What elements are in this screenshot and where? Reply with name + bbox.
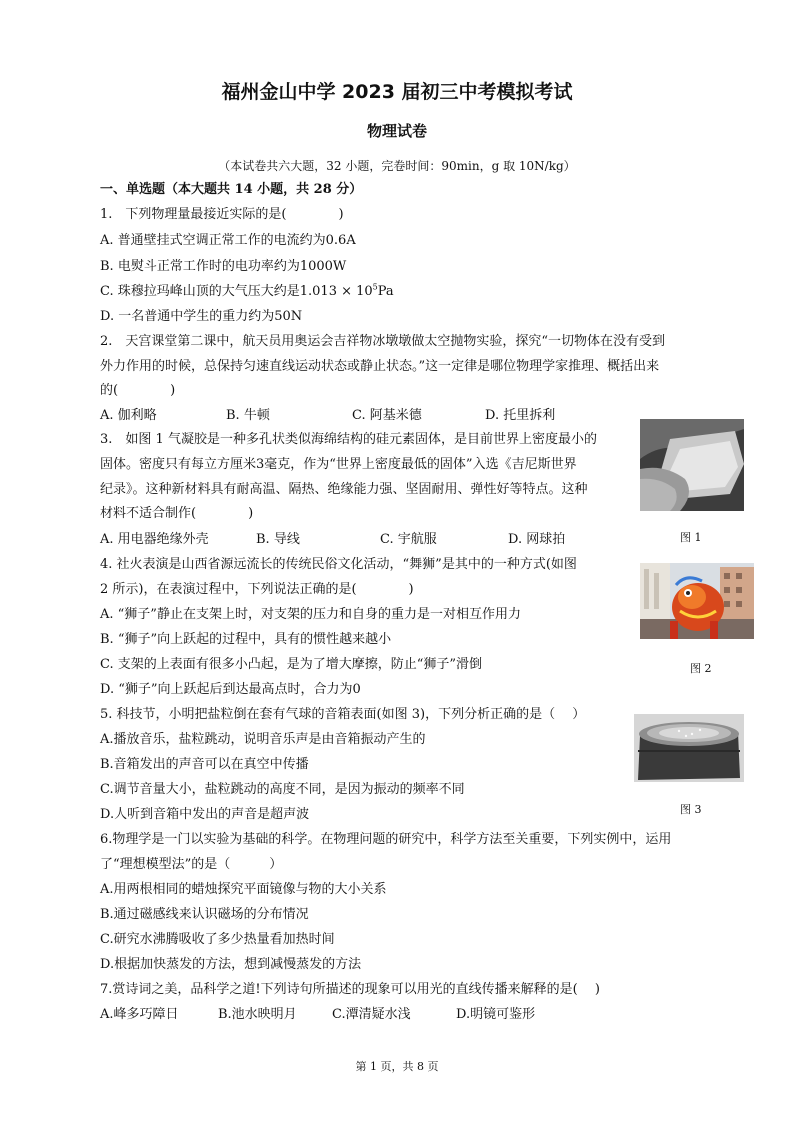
q3-line-4: 材料不适合制作( ) xyxy=(100,506,254,521)
q3-option-c: C. 宇航服 xyxy=(380,532,437,547)
q7-option-a: A.峰多巧障日 xyxy=(100,1007,179,1022)
q3-line-1: 3. 如图 1 气凝胶是一种多孔状类似海绵结构的硅元素固体，是目前世界上密度最小的 xyxy=(100,432,597,447)
q1-option-c-text: C. 珠穆拉玛峰山顶的大气压大约是1.013 × 10 xyxy=(100,284,373,299)
section-heading: 一、单选题（本大题共 14 小题，共 28 分） xyxy=(100,182,363,197)
q6-line-2: 了“理想模型法”的是（ ） xyxy=(100,857,283,872)
q2-line-1: 2. 天宫课堂第二课中，航天员用奥运会吉祥物冰墩墩做太空抛物实验，探究“一切物体在没有受到 xyxy=(100,334,666,349)
q1-option-c xyxy=(100,284,394,300)
q4-option-b: B. “狮子”向上跃起的过程中，具有的惯性越来越小 xyxy=(100,632,392,647)
q2-option-c: C. 阿基米德 xyxy=(352,408,422,423)
figure-1-caption: 图 1 xyxy=(680,531,702,544)
q4-line-1: 4. 社火表演是山西省源远流长的传统民俗文化活动，“舞狮”是其中的一种方式(如图 xyxy=(100,557,577,572)
figure-2-lion-dance-photo xyxy=(640,563,754,639)
q7-option-d: D.明镜可鉴形 xyxy=(456,1007,536,1022)
q1-option-b: B. 电熨斗正常工作时的电功率约为1000W xyxy=(100,259,347,274)
figure-1-aerogel-photo xyxy=(640,419,744,511)
q1-option-c-unit: Pa xyxy=(377,284,394,299)
q2-option-a: A. 伽利略 xyxy=(100,408,157,423)
q6-option-c: C.研究水沸腾吸收了多少热量看加热时间 xyxy=(100,932,335,947)
q4-option-d: D. “狮子”向上跃起后到达最高点时，合力为0 xyxy=(100,682,361,697)
figure-1-drawing xyxy=(640,419,744,511)
q4-line-2: 2 所示)，在表演过程中，下列说法正确的是( ) xyxy=(100,582,414,597)
q5-stem: 5. 科技节，小明把盐粒倒在套有气球的音箱表面(如图 3)，下列分析正确的是（ ） xyxy=(100,707,586,722)
q1-option-c-exponent: 5 xyxy=(372,282,378,292)
exam-subtitle: 物理试卷 xyxy=(366,122,427,140)
figure-2-drawing xyxy=(640,563,754,639)
q2-option-b: B. 牛顿 xyxy=(226,408,270,423)
figure-3-drawing xyxy=(634,714,744,782)
q7-option-b: B.池水映明月 xyxy=(218,1007,297,1022)
q3-option-b: B. 导线 xyxy=(256,532,300,547)
q3-line-3: 纪录》。这种新材料具有耐高温、隔热、绝缘能力强、坚固耐用、弹性好等特点。这种 xyxy=(100,482,588,497)
q6-option-d: D.根据加快蒸发的方法，想到减慢蒸发的方法 xyxy=(100,957,362,972)
figure-3-caption: 图 3 xyxy=(680,803,702,816)
q7-stem: 7.赏诗词之美，品科学之道!下列诗句所描述的现象可以用光的直线传播来解释的是( ) xyxy=(100,982,600,997)
q5-option-b: B.音箱发出的声音可以在真空中传播 xyxy=(100,757,309,772)
q1-stem: 1. 下列物理量最接近实际的是( ) xyxy=(100,207,344,222)
q6-line-1: 6.物理学是一门以实验为基础的科学。在物理问题的研究中，科学方法至关重要，下列实例中，运用 xyxy=(100,832,672,847)
q5-option-d: D.人听到音箱中发出的声音是超声波 xyxy=(100,807,310,822)
q2-line-3: 的( ) xyxy=(100,383,176,398)
exam-note: （本试卷共六大题，32 小题，完卷时间：90min，g 取 10N/kg） xyxy=(218,159,576,173)
q3-option-a: A. 用电器绝缘外壳 xyxy=(100,532,209,547)
q3-line-2: 固体。密度只有每立方厘米3毫克，作为“世界上密度最低的固体”入选《吉尼斯世界 xyxy=(100,457,577,472)
q6-option-b: B.通过磁感线来认识磁场的分布情况 xyxy=(100,907,309,922)
q4-option-c: C. 支架的上表面有很多小凸起，是为了增大摩擦，防止“狮子”滑倒 xyxy=(100,657,483,672)
q2-option-d: D. 托里拆利 xyxy=(485,408,556,423)
q6-option-a: A.用两根相同的蜡烛探究平面镜像与物的大小关系 xyxy=(100,882,387,897)
q4-option-a: A. “狮子”静止在支架上时，对支架的压力和自身的重力是一对相互作用力 xyxy=(100,607,521,622)
q3-option-d: D. 网球拍 xyxy=(508,532,566,547)
q5-option-c: C.调节音量大小，盐粒跳动的高度不同，是因为振动的频率不同 xyxy=(100,782,465,797)
q1-option-a: A. 普通壁挂式空调正常工作的电流约为0.6A xyxy=(100,233,356,248)
page-footer: 第 1 页，共 8 页 xyxy=(355,1060,439,1073)
q5-option-a: A.播放音乐，盐粒跳动，说明音乐声是由音箱振动产生的 xyxy=(100,732,426,747)
q7-option-c: C.潭清疑水浅 xyxy=(332,1007,411,1022)
figure-3-speaker-photo xyxy=(634,714,744,782)
q1-option-d: D. 一名普通中学生的重力约为50N xyxy=(100,309,303,324)
figure-2-caption: 图 2 xyxy=(690,662,712,675)
exam-title: 福州金山中学 2023 届初三中考模拟考试 xyxy=(221,81,573,103)
q2-line-2: 外力作用的时候，总保持匀速直线运动状态或静止状态。”这一定律是哪位物理学家推理、概括出来 xyxy=(100,359,660,374)
